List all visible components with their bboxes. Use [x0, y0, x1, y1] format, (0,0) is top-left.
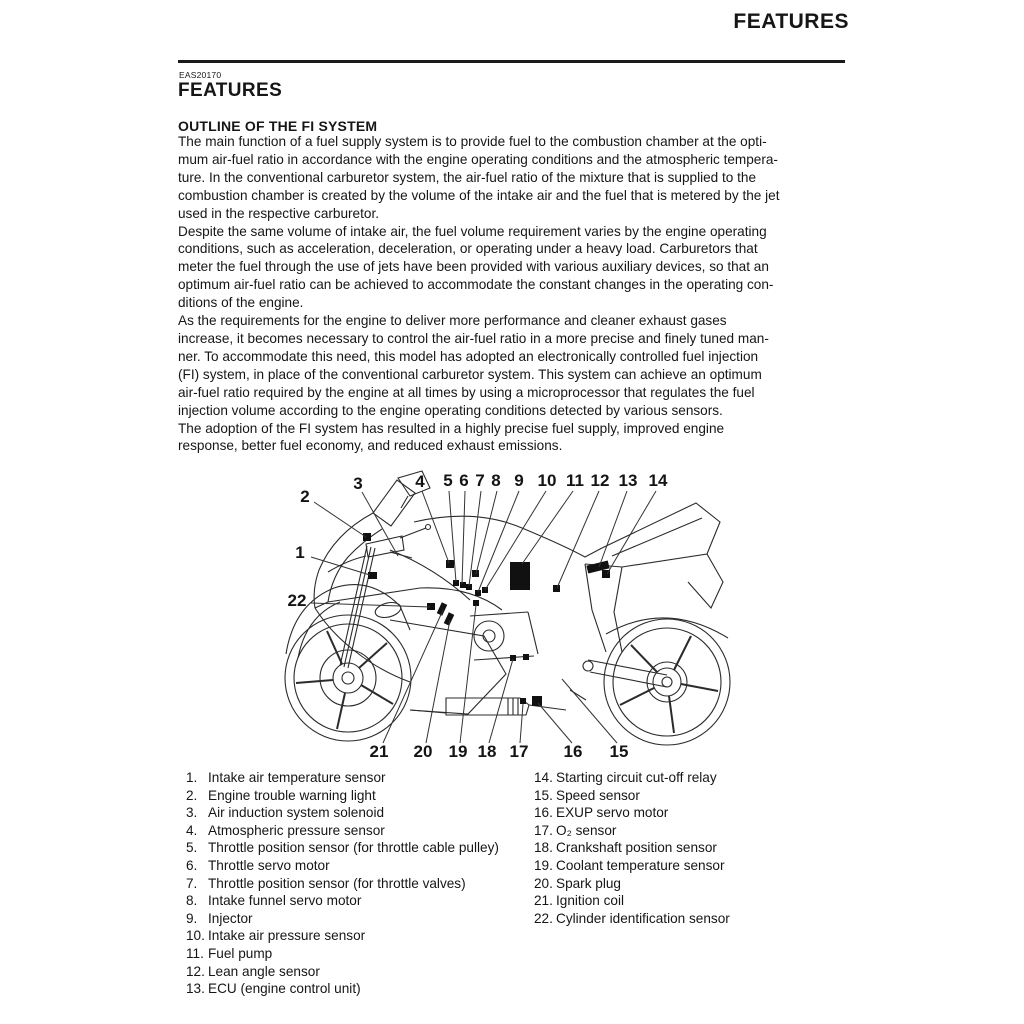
body-text-line: ditions of the engine.	[178, 295, 304, 311]
header-rule	[178, 60, 845, 63]
body-text-line: ture. In the conventional carburetor system, the air-fuel ratio of the mixture that is supplied to the	[178, 169, 757, 185]
diagram-callout-18: 18	[477, 742, 497, 761]
motorcycle-body	[285, 471, 730, 745]
parts-list-item-label: Coolant temperature sensor	[556, 857, 725, 873]
chapter-title: FEATURES	[178, 80, 283, 101]
parts-list-item	[534, 769, 854, 787]
diagram-callout-15: 15	[609, 742, 629, 761]
parts-list-item	[534, 875, 854, 893]
parts-list-item	[534, 857, 854, 875]
diagram-callout-19: 19	[448, 742, 468, 761]
diagram-callout-13: 13	[618, 471, 638, 490]
parts-list-item	[186, 875, 522, 893]
diagram-callout-14: 14	[648, 471, 668, 490]
diagram-callout-5: 5	[443, 471, 453, 490]
diagram-callout-3: 3	[353, 474, 363, 493]
section-heading: OUTLINE OF THE FI SYSTEM	[178, 118, 378, 134]
parts-list-item	[186, 787, 522, 805]
body-text-line: The adoption of the FI system has resulted in a highly precise fuel supply, improved engine	[178, 420, 725, 436]
parts-list-item-number: 19.	[534, 857, 553, 873]
parts-list-item-number: 4.	[186, 822, 198, 838]
diagram-callout-1: 1	[295, 543, 305, 562]
parts-list-item-label: Intake funnel servo motor	[208, 893, 362, 909]
parts-list-item	[186, 857, 522, 875]
parts-list-item-number: 10.	[186, 928, 205, 944]
body-text-line: injection volume according to the engine operating conditions detected by various sensors.	[178, 402, 723, 418]
doc-code: EAS20170	[179, 70, 222, 80]
parts-list-item	[534, 822, 854, 840]
diagram-callout-21: 21	[369, 742, 389, 761]
parts-list-item	[186, 945, 522, 963]
parts-list-item-number: 21.	[534, 893, 553, 909]
parts-list-item-number: 2.	[186, 787, 198, 803]
diagram-callout-17: 17	[509, 742, 529, 761]
parts-list-item-label: Cylinder identification sensor	[556, 910, 730, 926]
diagram-callout-20: 20	[413, 742, 433, 761]
diagram-callout-7: 7	[475, 471, 485, 490]
diagram-callout-22: 22	[287, 591, 307, 610]
parts-list-item-label: EXUP servo motor	[556, 805, 669, 821]
parts-list-item-label: Throttle position sensor (for throttle valves)	[208, 875, 466, 891]
body-text-line: response, better fuel economy, and reduced exhaust emissions.	[178, 438, 563, 454]
parts-list-item-number: 14.	[534, 770, 553, 785]
fi-system-diagram	[270, 460, 774, 768]
parts-list-item-label: Air induction system solenoid	[208, 805, 385, 821]
parts-list-item-number: 1.	[186, 770, 198, 785]
parts-list-item-label: ECU (engine control unit)	[208, 981, 361, 997]
parts-list-item-number: 20.	[534, 875, 553, 891]
parts-list-item-label: Throttle position sensor (for throttle cable pulley)	[208, 840, 499, 856]
parts-list-item-number: 11.	[186, 945, 204, 961]
parts-list-item-number: 3.	[186, 805, 198, 821]
parts-list-item-label: Ignition coil	[556, 893, 625, 909]
parts-list-item	[534, 804, 854, 822]
parts-list-item	[186, 927, 522, 945]
diagram-callout-4: 4	[415, 472, 425, 491]
body-text-line: optimum air-fuel ratio can be achieved to accommodate the constant changes in the operating con-	[178, 277, 774, 293]
motorcycle-line-art	[270, 460, 774, 768]
parts-list-left-column	[186, 769, 522, 998]
parts-list-item-number: 16.	[534, 805, 553, 821]
parts-list-item-number: 13.	[186, 981, 205, 997]
body-text-line: used in the respective carburetor.	[178, 205, 379, 221]
parts-list-item-label: O₂ sensor	[556, 822, 617, 838]
body-text-line: meter the fuel through the use of jets have been provided with various auxiliary devices, so that an	[178, 259, 769, 275]
body-text-line: combustion chamber is created by the volume of the intake air and the fuel that is metered by the jet	[178, 187, 780, 203]
body-text-line: The main function of a fuel supply system is to provide fuel to the combustion chamber at the opti-	[178, 134, 767, 149]
diagram-callout-9: 9	[514, 471, 524, 490]
parts-list-item	[186, 839, 522, 857]
parts-list-item-label: Starting circuit cut-off relay	[556, 770, 717, 785]
diagram-callout-16: 16	[563, 742, 583, 761]
body-text-line: ner. To accommodate this need, this model has adopted an electronically controlled fuel injection	[178, 348, 759, 364]
parts-list-item-number: 5.	[186, 840, 198, 856]
parts-list-item	[534, 839, 854, 857]
parts-list-item-number: 7.	[186, 875, 198, 891]
parts-list-item	[186, 910, 522, 928]
parts-list-item-label: Lean angle sensor	[208, 963, 320, 979]
body-text-line: Despite the same volume of intake air, the fuel volume requirement varies by the engine operating	[178, 223, 767, 239]
parts-list-item	[534, 910, 854, 928]
parts-list-item-label: Spark plug	[556, 875, 621, 891]
body-text	[178, 133, 854, 455]
parts-list-item-number: 12.	[186, 963, 205, 979]
body-text-line: increase, it becomes necessary to control the air-fuel ratio in a more precise and finely tuned man-	[178, 330, 769, 346]
parts-list-right-column	[534, 769, 854, 927]
parts-list-item-number: 9.	[186, 910, 198, 926]
parts-list-item	[534, 787, 854, 805]
parts-list-item-label: Engine trouble warning light	[208, 787, 376, 803]
parts-list-item-label: Injector	[208, 910, 253, 926]
parts-list-item-label: Atmospheric pressure sensor	[208, 822, 385, 838]
parts-list-item-number: 17.	[534, 822, 553, 838]
parts-list-item-label: Speed sensor	[556, 787, 640, 803]
parts-list-item	[186, 980, 522, 998]
running-header: FEATURES	[733, 10, 849, 33]
diagram-callout-10: 10	[537, 471, 557, 490]
parts-list-item-number: 15.	[534, 787, 553, 803]
diagram-callout-8: 8	[491, 471, 501, 490]
parts-list-item-label: Fuel pump	[208, 945, 273, 961]
parts-list-item	[186, 804, 522, 822]
body-text-line: mum air-fuel ratio in accordance with the engine operating conditions and the atmospheric tempera-	[178, 151, 778, 167]
diagram-callout-11: 11	[566, 471, 584, 490]
parts-list-item	[534, 892, 854, 910]
rear-wheel-spokes	[620, 636, 718, 733]
component-markers	[363, 533, 610, 706]
parts-list-item-label: Intake air pressure sensor	[208, 928, 366, 944]
parts-list-item	[186, 769, 522, 787]
diagram-callout-12: 12	[590, 471, 610, 490]
parts-list-item	[186, 822, 522, 840]
body-text-line: conditions, such as acceleration, deceleration, or operating under a heavy load. Carburetors that	[178, 241, 758, 257]
parts-list-item-number: 22.	[534, 910, 553, 926]
parts-list-item	[186, 892, 522, 910]
parts-list-item-label: Crankshaft position sensor	[556, 840, 717, 856]
parts-list-item	[186, 963, 522, 981]
parts-list-item-number: 18.	[534, 840, 553, 856]
parts-list-item-label: Throttle servo motor	[208, 857, 330, 873]
diagram-callout-2: 2	[300, 487, 310, 506]
diagram-callout-6: 6	[459, 471, 469, 490]
parts-list-item-number: 6.	[186, 857, 198, 873]
body-text-line: air-fuel ratio required by the engine at all times by using a microprocessor that regulates the fuel	[178, 384, 755, 400]
parts-list-item-label: Intake air temperature sensor	[208, 770, 386, 785]
body-text-line: As the requirements for the engine to deliver more performance and cleaner exhaust gases	[178, 313, 727, 329]
parts-list-item-number: 8.	[186, 893, 198, 909]
body-text-line: (FI) system, in place of the conventional carburetor system. This system can achieve an optimum	[178, 366, 762, 382]
